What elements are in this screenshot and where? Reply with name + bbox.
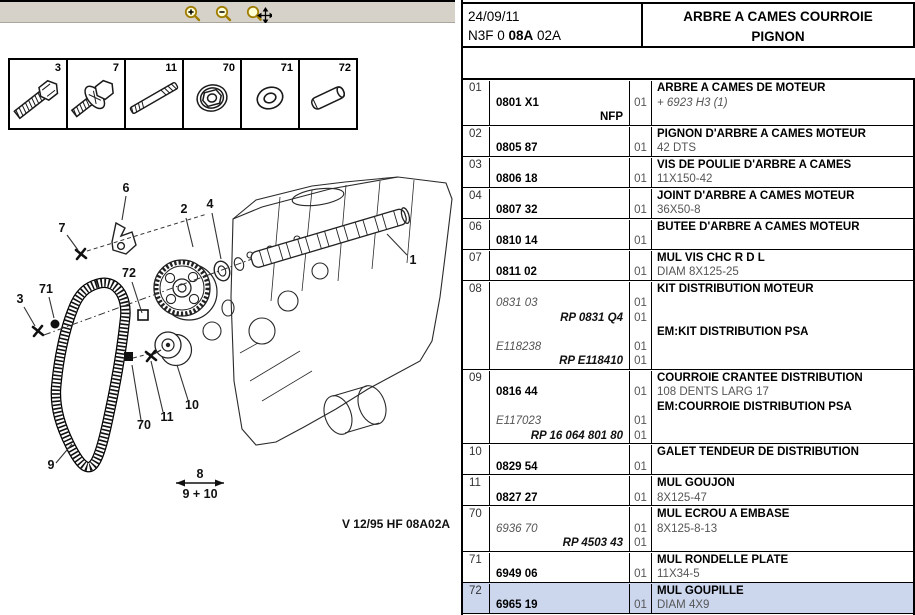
callout-label[interactable]: 2: [180, 202, 188, 216]
row-index: 08: [463, 282, 490, 369]
callout-label[interactable]: 7: [58, 221, 66, 235]
header-code-prefix: N3F 0: [468, 28, 509, 43]
row-reference-col: 0831 03 RP 0831 Q4 E118238 RP E118410: [490, 282, 630, 369]
row-index: 71: [463, 553, 490, 582]
row-index: 03: [463, 158, 490, 187]
callout-leader-line: [212, 213, 221, 259]
row-reference-col: 0801 X1 NFP: [490, 81, 630, 125]
row-index: 02: [463, 127, 490, 156]
table-row[interactable]: [463, 475, 913, 506]
row-description-col: MUL VIS CHC R D L DIAM 8X125-25: [657, 251, 765, 278]
row-qty-col: 01: [630, 189, 652, 218]
row-reference-col: 6965 19: [490, 584, 630, 613]
engine-block-drawing: [203, 177, 452, 445]
callout-label[interactable]: 72: [122, 266, 136, 280]
row-reference-col: 0811 02: [490, 251, 630, 280]
row-description-col: COURROIE CRANTEE DISTRIBUTION 108 DENTS LARG 17 EM:COURROIE DISTRIBUTION PSA: [657, 371, 863, 413]
table-row[interactable]: [463, 281, 913, 370]
nut-marker: [124, 352, 133, 361]
row-qty-col: 01: [630, 81, 652, 125]
row-index: 70: [463, 507, 490, 551]
callout-leader-line: [49, 297, 54, 318]
row-qty-col: 01 01: [630, 507, 652, 551]
header-code: [468, 26, 641, 45]
callout-label[interactable]: 10: [185, 398, 199, 412]
callout-label[interactable]: 11: [160, 410, 174, 424]
row-description-col: GALET TENDEUR DE DISTRIBUTION: [657, 446, 859, 458]
kit-note-top: 8: [196, 467, 204, 481]
callout-leader-line: [387, 234, 407, 255]
row-index: 04: [463, 189, 490, 218]
row-qty-col: 01: [630, 127, 652, 156]
row-index: 11: [463, 476, 490, 505]
row-index: 01: [463, 81, 490, 125]
row-reference-col: 0829 54: [490, 445, 630, 474]
row-reference-col: 0806 18: [490, 158, 630, 187]
row-index: 10: [463, 445, 490, 474]
row-description-col: MUL ECROU A EMBASE 8X125-8-13: [657, 508, 790, 535]
zoom-in-button[interactable]: [184, 5, 202, 23]
callout-label[interactable]: 3: [16, 292, 24, 306]
row-index: 07: [463, 251, 490, 280]
bracket-drawing: [112, 223, 136, 254]
table-row[interactable]: [463, 552, 913, 583]
callout-label[interactable]: 9: [47, 458, 55, 472]
table-row[interactable]: [463, 219, 913, 250]
zoom-pan-button[interactable]: [246, 5, 272, 23]
callout-leader-line: [122, 196, 126, 220]
callout-leader-line: [67, 235, 78, 250]
page-title-line1: ARBRE A CAMES COURROIE: [683, 9, 873, 24]
callout-leader-line: [132, 365, 141, 420]
callout-label[interactable]: 70: [137, 418, 151, 432]
row-description-col: ARBRE A CAMES DE MOTEUR + 6923 H3 (1): [657, 82, 826, 109]
row-qty-col: 01 01 01 01: [630, 282, 652, 369]
callout-leader-line: [132, 282, 142, 313]
row-index: 09: [463, 371, 490, 444]
zoom-pan-icon: [246, 5, 272, 23]
header-code-bold: 08A: [508, 28, 534, 43]
row-description-col: JOINT D'ARBRE A CAMES MOTEUR 36X50-8: [657, 189, 855, 216]
part-number: 71: [280, 62, 293, 74]
table-row[interactable]: [463, 80, 913, 126]
row-description-col: BUTEE D'ARBRE A CAMES MOTEUR: [657, 220, 860, 233]
callout-leader-line: [24, 307, 35, 326]
table-row[interactable]: [463, 126, 913, 157]
table-row[interactable]: [463, 188, 913, 219]
row-reference-col: 0805 87: [490, 127, 630, 156]
pin-marker: [138, 310, 148, 320]
header-code-suffix: 02A: [533, 28, 562, 43]
timing-belt-drawing: [56, 283, 126, 467]
table-row[interactable]: [463, 444, 913, 475]
row-reference-col: 0807 32: [490, 189, 630, 218]
row-reference-col: 0816 44 E117023 RP 16 064 801 80: [490, 371, 630, 444]
row-description-col: MUL GOUPILLE DIAM 4X9: [657, 584, 744, 611]
kit-note: [176, 467, 224, 501]
row-reference-col: 0810 14: [490, 220, 630, 249]
parts-table: [463, 78, 915, 615]
row-index: 06: [463, 220, 490, 249]
callout-label[interactable]: 71: [39, 282, 53, 296]
row-index: 72: [463, 584, 490, 613]
row-description-col: MUL GOUJON 8X125-47: [657, 477, 735, 504]
tensioner-drawing: [154, 332, 192, 366]
assembly-axes: [44, 214, 252, 358]
part-number: 7: [112, 62, 119, 74]
zoom-in-icon: [184, 5, 202, 23]
row-qty-col: 01: [630, 584, 652, 613]
row-qty-col: 01: [630, 220, 652, 249]
row-reference-col: 6949 06: [490, 553, 630, 582]
page-title: [643, 4, 913, 46]
table-row[interactable]: [463, 506, 913, 552]
table-row[interactable]: [463, 370, 913, 445]
row-qty-col: 01 01 01: [630, 371, 652, 444]
callout-leader-line: [186, 218, 193, 247]
callout-label[interactable]: 6: [122, 181, 130, 195]
washer-marker: [51, 320, 60, 329]
callout-label[interactable]: 4: [206, 197, 214, 211]
zoom-out-button[interactable]: [215, 5, 233, 23]
table-row[interactable]: [463, 157, 913, 188]
zoom-toolbar: [0, 0, 455, 23]
callout-leader-line: [177, 365, 188, 400]
part-number: 3: [54, 62, 61, 74]
page-title-line2: PIGNON: [751, 29, 805, 44]
page-header: [463, 2, 915, 48]
row-qty-col: 01: [630, 553, 652, 582]
header-date: 24/09/11: [468, 9, 520, 24]
exploded-view-diagram: [0, 23, 455, 615]
row-reference-col: 0827 27: [490, 476, 630, 505]
table-row[interactable]: [463, 250, 913, 281]
diagram-panel: [0, 0, 455, 615]
kit-note-bottom: 9 + 10: [182, 487, 218, 501]
callout-leader-line: [151, 361, 163, 412]
callout-label[interactable]: 1: [409, 253, 417, 267]
part-number: 72: [338, 62, 351, 74]
row-description-col: MUL RONDELLE PLATE 11X34-5: [657, 553, 789, 580]
parts-list-panel: [461, 0, 915, 615]
row-description-col: PIGNON D'ARBRE A CAMES MOTEUR 42 DTS: [657, 127, 866, 154]
row-qty-col: 01: [630, 476, 652, 505]
header-meta: [463, 4, 643, 46]
row-description-col: KIT DISTRIBUTION MOTEUR EM:KIT DISTRIBUTION PSA: [657, 282, 814, 338]
row-description-col: VIS DE POULIE D'ARBRE A CAMES 11X150-42: [657, 158, 852, 185]
row-qty-col: 01: [630, 158, 652, 187]
row-qty-col: 01: [630, 445, 652, 474]
camshaft-drawing: [250, 207, 411, 269]
drawing-version-label: V 12/95 HF 08A02A: [341, 517, 451, 531]
part-number: 11: [165, 62, 177, 74]
row-reference-col: 6936 70 RP 4503 43: [490, 507, 630, 551]
part-number: 70: [222, 62, 235, 74]
table-row[interactable]: [463, 583, 913, 614]
row-qty-col: 01: [630, 251, 652, 280]
zoom-out-icon: [215, 5, 233, 23]
